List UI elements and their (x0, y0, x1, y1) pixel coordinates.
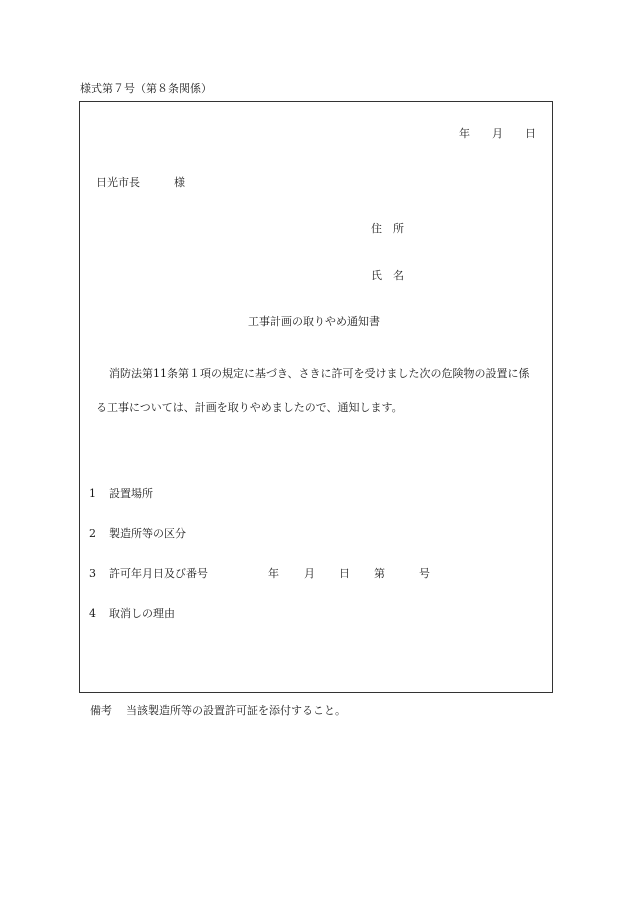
form-number-label: 様式第７号（第８条関係） (80, 82, 212, 95)
item-label: 設置場所 (109, 487, 153, 500)
submission-date (459, 128, 536, 139)
item-number: 2 (89, 527, 96, 540)
permit-month-label: 月 (304, 567, 315, 580)
form-frame (79, 101, 553, 693)
applicant-name-label: 氏 名 (371, 269, 404, 282)
item-permit-date-number (89, 568, 430, 579)
permit-day-label: 日 (339, 567, 350, 580)
addressee-honorific: 様 (174, 176, 185, 189)
item-number: 1 (89, 487, 96, 500)
permit-year-label: 年 (268, 567, 279, 580)
permit-go-label: 号 (419, 567, 430, 580)
body-text-line-2: る工事については、計画を取りやめましたので、通知します。 (96, 401, 403, 414)
remarks-note (90, 705, 346, 716)
item-cancellation-reason (89, 608, 175, 619)
item-label: 取消しの理由 (109, 607, 175, 620)
permit-dai-label: 第 (374, 567, 385, 580)
remarks-label: 備考 (90, 704, 112, 717)
remarks-text: 当該製造所等の設置許可証を添付すること。 (126, 704, 346, 717)
date-month-label: 月 (492, 127, 503, 140)
item-label: 製造所等の区分 (109, 527, 186, 540)
item-number: 3 (89, 567, 96, 580)
item-facility-category (89, 528, 186, 539)
date-year-label: 年 (459, 127, 470, 140)
item-label: 許可年月日及び番号 (109, 567, 208, 580)
body-text-line-1: 消防法第11条第１項の規定に基づき、さきに許可を受けました次の危険物の設置に係 (109, 367, 530, 380)
date-day-label: 日 (525, 127, 536, 140)
document-title: 工事計画の取りやめ通知書 (248, 315, 380, 328)
item-number: 4 (89, 607, 96, 620)
addressee-name: 日光市長 (96, 176, 140, 189)
item-installation-location (89, 488, 153, 499)
addressee (96, 177, 185, 188)
applicant-address-label: 住 所 (371, 222, 404, 235)
